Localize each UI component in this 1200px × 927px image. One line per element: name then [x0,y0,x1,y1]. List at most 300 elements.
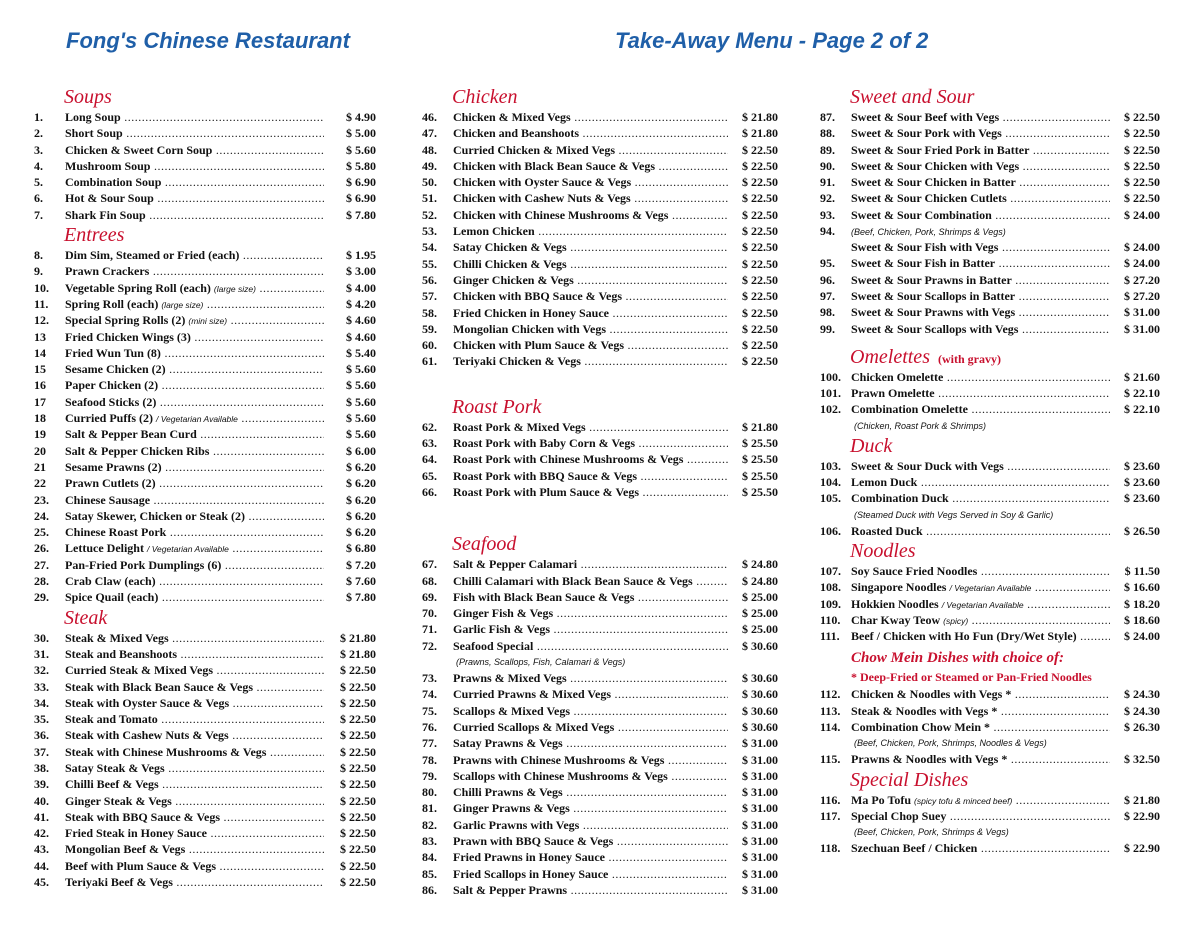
item-number: 110. [820,612,841,627]
item-name-text: Roast Pork with Baby Corn & Vegs [453,436,636,451]
item-name-text: Special Chop Suey [851,808,947,823]
item-name [65,443,324,459]
item-name-text: Prawn Omelette [851,386,935,401]
item-name-text: Hokkien Noodles [851,596,939,611]
item-number: 68. [422,573,437,588]
item-price: $ 31.00 [742,850,778,865]
menu-item [820,751,1160,767]
menu-item [34,825,376,841]
menu-item [34,508,376,524]
menu-item [34,247,376,263]
item-number: 49. [422,158,437,173]
item-name [65,524,324,540]
item-name-text: Sweet & Sour Duck with Vegs [851,458,1004,473]
menu-item [422,337,778,353]
item-number: 66. [422,484,437,499]
item-name [65,589,324,605]
menu-item [820,719,1160,735]
menu-item [422,158,778,174]
item-price: $ 11.50 [1124,563,1160,578]
item-name-text: Sesame Prawns (2) [65,459,162,474]
item-number: 82. [422,817,437,832]
item-name [65,825,324,841]
item-name [65,508,324,524]
item-name-text: Chicken with Chinese Mushrooms & Vegs [453,207,669,222]
item-name-text: Char Kway Teow [851,612,941,627]
item-number: 14 [34,345,46,360]
item-name-text: Steak with BBQ Sauce & Vegs [65,809,221,824]
section-heading [34,85,376,109]
item-number: 89. [820,142,835,157]
item-price: $ 30.60 [742,671,778,686]
item-number: 10. [34,280,49,295]
item-name [65,630,324,646]
item-name-text: Chicken with Black Bean Sauce & Vegs [453,158,656,173]
item-price: $ 31.00 [742,833,778,848]
item-description [820,223,1160,239]
menu-item [34,874,376,890]
item-name-text: Chilli Calamari with Black Bean Sauce & Vegs [453,573,693,588]
menu-item [820,703,1160,719]
menu-item [422,272,778,288]
item-name-text: Chicken with Cashew Nuts & Vegs [453,191,631,206]
menu-item [34,679,376,695]
menu-item [422,752,778,768]
item-name [453,556,728,572]
item-name [65,410,324,427]
item-name [453,419,728,435]
item-name [65,573,324,589]
item-name [453,207,728,223]
item-name [453,435,728,451]
item-name [453,142,728,158]
item-price: $ 22.50 [742,224,778,239]
menu-item [820,272,1160,288]
menu-item [34,394,376,410]
item-price: $ 22.50 [1124,126,1160,141]
section-heading [820,345,1160,369]
item-name [65,695,324,711]
item-price: $ 18.60 [1124,612,1160,627]
item-number: 107. [820,563,841,578]
menu-item [34,377,376,393]
item-price: $ 6.20 [346,508,376,523]
menu-item [820,458,1160,474]
item-number: 70. [422,606,437,621]
section-heading [422,85,778,109]
item-name-text: Steak & Mixed Vegs [65,630,169,645]
item-note: / Vegetarian Available [949,583,1032,594]
item-number: 44. [34,858,49,873]
item-number: 61. [422,354,437,369]
item-name-text: Seafood Sticks (2) [65,394,157,409]
item-name [453,321,728,337]
item-price: $ 22.50 [340,712,376,727]
item-price: $ 31.00 [742,866,778,881]
item-number: 117. [820,808,841,823]
item-name [65,109,324,125]
item-number: 75. [422,703,437,718]
menu-item [34,589,376,605]
item-number: 59. [422,321,437,336]
item-price: $ 22.50 [742,240,778,255]
item-name [453,305,728,321]
item-note: / Vegetarian Available [146,544,229,555]
item-name-text: Roast Pork with Plum Sauce & Vegs [453,484,640,499]
item-name-text: Teriyaki Beef & Vegs [65,875,173,890]
item-name [453,735,728,751]
item-number: 16 [34,378,46,393]
menu-item [820,125,1160,141]
item-number: 105. [820,491,841,506]
item-name [851,401,1110,417]
item-price: $ 22.50 [742,175,778,190]
item-name-text: Sweet & Sour Prawns with Vegs [851,305,1016,320]
item-price: $ 4.60 [346,313,376,328]
item-number: 17 [34,394,46,409]
menu-item [34,573,376,589]
item-number: 55. [422,256,437,271]
item-name-text: Sweet & Sour Pork with Vegs [851,126,1002,141]
item-number: 118. [820,841,841,856]
item-name-text: Spice Quail (each) [65,590,159,605]
item-name [851,751,1110,767]
menu-item [422,321,778,337]
item-name-text: Sesame Chicken (2) [65,362,166,377]
item-number: 88. [820,126,835,141]
section-title: Steak [64,606,108,629]
item-number: 60. [422,338,437,353]
menu-item [422,419,778,435]
item-price: $ 21.80 [1124,792,1160,807]
section-title: Roast Pork [452,395,542,418]
menu-item [820,808,1160,824]
menu-item [820,596,1160,612]
item-name [851,474,1110,490]
section-heading [422,395,778,419]
menu-item [820,158,1160,174]
menu-item [820,255,1160,271]
menu-item [34,727,376,743]
item-name-text: Mongolian Chicken with Vegs [453,321,607,336]
item-price: $ 4.90 [346,110,376,124]
item-name-text: Seafood Special [453,638,534,653]
item-name-text: Sweet & Sour Fish with Vegs [851,240,999,255]
item-number: 97. [820,288,835,303]
item-name-text: Steak with Cashew Nuts & Vegs [65,728,229,743]
item-name-text: Steak with Chinese Mushrooms & Vegs [65,744,267,759]
item-price: $ 31.00 [742,882,778,897]
section-title: Special Dishes [850,768,969,791]
item-note: (spicy) [943,615,969,626]
item-name [453,353,728,369]
item-name [453,800,728,816]
item-name-text: Teriyaki Chicken & Vegs [453,354,581,369]
item-number: 71. [422,622,437,637]
item-name [851,686,1110,702]
item-price: $ 5.60 [346,362,376,377]
item-price: $ 25.50 [742,484,778,499]
item-name [453,223,728,239]
item-price: $ 6.80 [346,541,376,556]
section-heading [820,434,1160,458]
item-name [851,840,1110,856]
item-price: $ 7.80 [346,590,376,605]
item-name-text: Chicken & Sweet Corn Soup [65,142,213,157]
item-name-text: Salt & Pepper Prawns [453,882,568,897]
item-price: $ 4.00 [346,280,376,295]
menu-item [34,158,376,174]
menu-item [422,882,778,898]
item-number: 116. [820,792,841,807]
item-price: $ 3.00 [346,264,376,279]
menu-item [34,711,376,727]
item-name [453,451,728,467]
item-name-text: Ma Po Tofu [851,792,912,807]
menu-item [422,638,778,654]
item-price: $ 7.80 [346,207,376,222]
section-title: Sweet and Sour [850,86,975,108]
item-price: $ 21.80 [742,110,778,124]
menu-item [34,426,376,442]
item-number: 87. [820,110,835,124]
item-number: 67. [422,557,437,572]
item-number: 1. [34,110,43,124]
item-name [453,158,728,174]
menu-item [422,605,778,621]
item-name [453,703,728,719]
item-price: $ 18.20 [1124,596,1160,611]
item-name-text: Chicken with BBQ Sauce & Vegs [453,289,623,304]
item-name-text: Curried Steak & Mixed Vegs [65,663,213,678]
item-name [851,142,1110,158]
item-price: $ 30.60 [742,638,778,653]
item-number: 7. [34,207,43,222]
item-note: / Vegetarian Available [941,599,1024,610]
item-number: 5. [34,175,43,190]
item-name-text: Salt & Pepper Bean Curd [65,427,197,442]
item-name-text: Combination Omelette [851,402,968,417]
section-title: Omelettes [850,345,930,368]
item-number: 62. [422,419,437,434]
item-number: 76. [422,719,437,734]
item-price: $ 22.50 [340,695,376,710]
item-name [851,272,1110,288]
item-name [453,109,728,125]
item-name [851,596,1110,613]
menu-item [34,776,376,792]
section-heading [422,532,778,556]
item-name [851,612,1110,629]
item-number: 36. [34,728,49,743]
item-price: $ 22.50 [340,679,376,694]
item-number: 115. [820,752,841,767]
menu-item [34,109,376,125]
item-price: $ 22.50 [742,207,778,222]
item-price: $ 24.80 [742,573,778,588]
item-name [453,288,728,304]
item-name-text: Chicken Omelette [851,369,944,384]
item-name [851,385,1110,401]
item-name-text: Mongolian Beef & Vegs [65,842,186,857]
item-price: $ 22.50 [742,305,778,320]
item-number: 53. [422,224,437,239]
item-number: 9. [34,264,43,279]
menu-item [820,239,1160,255]
item-name-text: Salt & Pepper Calamari [453,557,578,572]
item-number: 22 [34,476,46,491]
item-number: 79. [422,768,437,783]
menu-item [422,142,778,158]
item-name [65,377,324,393]
menu-item [820,174,1160,190]
item-price: $ 23.60 [1124,491,1160,506]
menu-item [422,239,778,255]
item-description [820,735,1160,751]
item-name [851,288,1110,304]
item-price: $ 22.50 [340,744,376,759]
item-name [453,272,728,288]
item-price: $ 24.30 [1124,703,1160,718]
item-description-text: (Chicken, Roast Pork & Shrimps) [854,420,987,431]
item-number: 34. [34,695,49,710]
item-name-text: Prawns & Mixed Vegs [453,671,567,686]
item-number: 42. [34,826,49,841]
menu-item [820,628,1160,644]
item-number: 86. [422,882,437,897]
item-number: 93. [820,207,835,222]
item-price: $ 30.60 [742,703,778,718]
item-name-text: Sweet & Sour Fried Pork in Batter [851,142,1030,157]
menu-item [34,125,376,141]
section-title: Chicken [452,86,518,108]
item-price: $ 22.50 [742,354,778,369]
item-price: $ 25.00 [742,589,778,604]
menu-item [820,109,1160,125]
item-name-text: Steak with Oyster Sauce & Vegs [65,695,230,710]
menu-item [34,190,376,206]
item-price: $ 6.20 [346,492,376,507]
item-number: 39. [34,777,49,792]
item-price: $ 7.60 [346,574,376,589]
item-name-text: Steak & Noodles with Vegs * [851,703,998,718]
item-name-text: Ginger Prawns & Vegs [453,801,570,816]
item-number: 101. [820,386,841,401]
item-name [65,711,324,727]
item-name [65,662,324,678]
item-name-text: Steak and Tomato [65,712,158,727]
item-name-text: Chilli Prawns & Vegs [453,785,563,800]
item-name-text: Chicken & Noodles with Vegs * [851,687,1012,702]
item-name-text: Prawn Crackers [65,264,150,279]
item-price: $ 31.00 [742,817,778,832]
menu-item [422,468,778,484]
item-number: 102. [820,402,841,417]
item-price: $ 5.00 [346,126,376,141]
menu-item [820,304,1160,320]
item-price: $ 22.10 [1124,386,1160,401]
item-name [453,638,728,654]
item-price: $ 22.50 [1124,175,1160,190]
menu-item [820,142,1160,158]
item-number: 21 [34,459,46,474]
item-number: 24. [34,508,49,523]
item-number: 20 [34,443,46,458]
item-number: 4. [34,158,43,173]
section-heading [820,768,1160,792]
item-price: $ 5.60 [346,411,376,426]
item-description-text: (Prawns, Scallops, Fish, Calamari & Vegs) [456,657,626,668]
item-number: 18 [34,411,46,426]
item-number: 65. [422,468,437,483]
item-description-text: (Beef, Chicken, Pork, Shrimps, Noodles & Vegs) [854,738,1047,749]
section-heading [820,648,1160,668]
item-number: 15 [34,362,46,377]
item-description-text: (Beef, Chicken, Pork, Shrimps & Vegs) [854,827,1009,838]
item-price: $ 22.50 [742,256,778,271]
menu-item [422,174,778,190]
item-name-text: Fried Scallops in Honey Sauce [453,866,609,881]
item-name [453,484,728,500]
item-number: 40. [34,793,49,808]
item-name-text: Sweet & Sour Prawns in Batter [851,272,1012,287]
item-name-text: Satay Chicken & Vegs [453,240,567,255]
item-name [65,312,324,329]
item-name-text: Fried Chicken in Honey Sauce [453,305,610,320]
item-description [820,418,1160,434]
item-name [453,337,728,353]
item-name-text: Steak with Black Bean Sauce & Vegs [65,679,254,694]
section-heading [34,223,376,247]
item-name-text: Short Soup [65,126,123,141]
item-name [851,174,1110,190]
item-name [453,573,728,589]
item-number: 111. [820,629,840,644]
item-name-text: Sweet & Sour Combination [851,207,992,222]
menu-item [34,809,376,825]
item-name-text: Fried Chicken Wings (3) [65,329,191,344]
item-price: $ 21.80 [340,646,376,661]
menu-item [422,686,778,702]
item-name [65,247,324,263]
item-name-text: Paper Chicken (2) [65,378,159,393]
menu-item [34,858,376,874]
item-name [851,369,1110,385]
item-name [65,874,324,890]
item-name [453,849,728,865]
item-name-text: Sweet & Sour Fish in Batter [851,256,996,271]
item-price: $ 24.80 [742,557,778,572]
item-price: $ 22.50 [340,777,376,792]
menu-item [422,784,778,800]
item-number: 30. [34,630,49,645]
item-number: 46. [422,110,437,124]
item-price: $ 22.50 [340,663,376,678]
section-title: Duck [850,434,893,457]
item-name-text: Soy Sauce Fried Noodles [851,563,978,578]
item-name [851,719,1110,735]
item-name [851,563,1110,579]
menu-item [820,401,1160,417]
item-name-text: Sweet & Sour Beef with Vegs [851,110,1000,124]
item-price: $ 21.60 [1124,369,1160,384]
menu-item [422,435,778,451]
menu-item [820,490,1160,506]
menu-item [34,296,376,312]
item-name [65,841,324,857]
item-name [453,719,728,735]
menu-item [422,353,778,369]
